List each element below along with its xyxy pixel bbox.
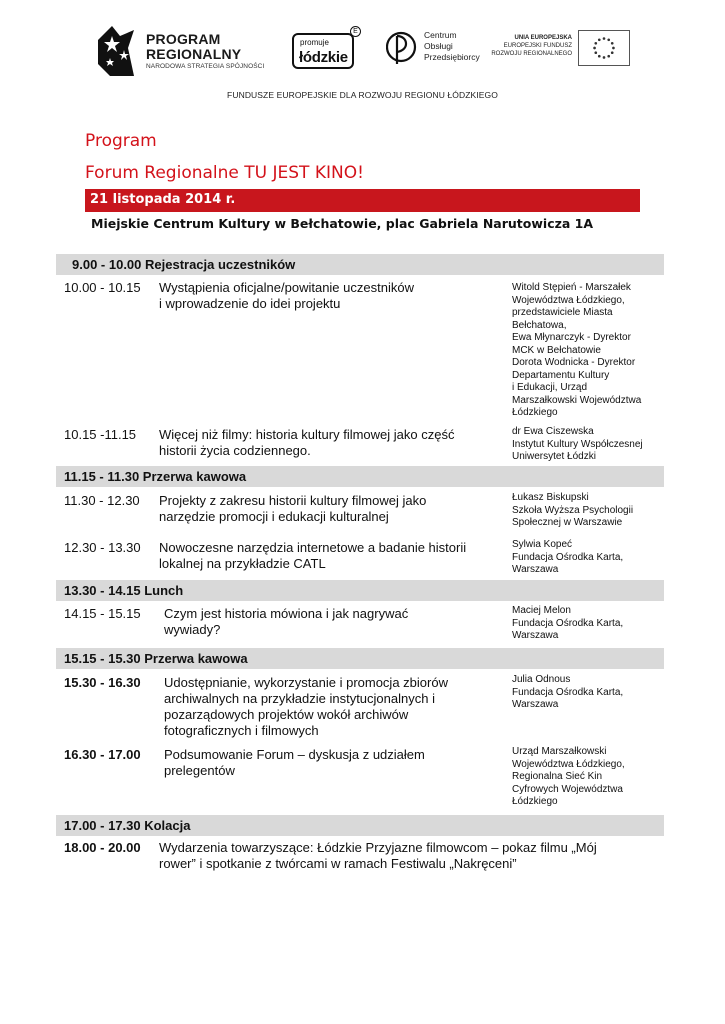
eu-flag-icon: [578, 30, 630, 66]
program-regionalny-line3: NARODOWA STRATEGIA SPÓJNOŚCI: [146, 63, 265, 70]
centrum-obslugi-mark-icon: [386, 28, 418, 68]
promuje-lodzkie-logo: [292, 30, 362, 72]
promuje-lodzkie-frame: [292, 33, 354, 69]
program-regionalny-line1: PROGRAM: [146, 31, 221, 47]
program-title: Program: [85, 131, 157, 151]
session-topic: Podsumowanie Forum – dyskusja z udziałem prelegentów: [164, 747, 425, 778]
funds-line: FUNDUSZE EUROPEJSKIE DLA ROZWOJU REGIONU ŁÓDZKIEGO: [227, 90, 498, 100]
centrum-line1: Centrum: [424, 30, 457, 40]
promuje-lodzkie-line1: promuje: [300, 38, 329, 47]
band-label: 11.15 - 11.30 Przerwa kawowa: [64, 469, 247, 484]
ue-line1: UNIA EUROPEJSKA: [514, 35, 572, 41]
event-date: 21 listopada 2014 r.: [90, 192, 236, 207]
unia-europejska-logo: [491, 30, 630, 68]
session-time: 14.15 - 15.15: [64, 606, 141, 621]
session-topic: Wydarzenia towarzyszące: Łódzkie Przyjazne filmowcom – pokaz filmu „Mój rower” i spotkanie z twórcami w ramach Festiwalu „Nakręceni”: [159, 840, 597, 871]
band-label: 17.00 - 17.30 Kolacja: [64, 818, 191, 833]
session-speaker: Maciej Melon Fundacja Ośrodka Karta, Warszawa: [512, 605, 624, 641]
band-label: 13.30 - 14.15 Lunch: [64, 583, 184, 598]
date-bar: [85, 189, 640, 212]
session-topic: Wystąpienia oficjalne/powitanie uczestników i wprowadzenie do idei projektu: [159, 280, 414, 311]
program-regionalny-line2: REGIONALNY: [146, 46, 242, 62]
session-speaker: Witold Stępień - Marszałek Województwa Łódzkiego, przedstawiciele Miasta Bełchatowa, Ewa Młynarczyk - Dyrektor MCK w Bełchatowie Dorota Wodnicka - Dyrektor Departamentu Kultury i Edukacji, Urząd Marszałkowski Województwa Łódzkiego: [512, 282, 642, 418]
session-time: 16.30 - 17.00: [64, 747, 141, 762]
session-speaker: dr Ewa Ciszewska Instytut Kultury Współczesnej Uniwersytet Łódzki: [512, 426, 643, 462]
promuje-lodzkie-line2: łódzkie: [299, 49, 348, 66]
centrum-line3: Przedsiębiorcy: [424, 52, 480, 62]
session-time: 15.30 - 16.30: [64, 675, 141, 690]
session-speaker: Sylwia Kopeć Fundacja Ośrodka Karta, Warszawa: [512, 539, 624, 575]
session-speaker: Julia Odnous Fundacja Ośrodka Karta, Warszawa: [512, 674, 624, 710]
program-regionalny-mark-icon: [98, 26, 134, 76]
session-speaker: Urząd Marszałkowski Województwa Łódzkiego, Regionalna Sieć Kin Cyfrowych Województwa Łódzkiego: [512, 746, 625, 807]
agenda-band-coffee-break: [56, 466, 664, 487]
agenda-band-dinner: [56, 815, 664, 836]
agenda-band-coffee-break: [56, 648, 664, 669]
band-label: 15.15 - 15.30 Przerwa kawowa: [64, 651, 248, 666]
forum-title: Forum Regionalne TU JEST KINO!: [85, 163, 364, 183]
session-topic: Czym jest historia mówiona i jak nagrywać wywiady?: [164, 606, 409, 637]
registered-mark: E: [350, 26, 361, 37]
venue: Miejskie Centrum Kultury w Bełchatowie, plac Gabriela Narutowicza 1A: [91, 216, 594, 231]
session-time: 10.15 -11.15: [64, 427, 137, 442]
session-time: 10.00 - 10.15: [64, 280, 141, 295]
session-topic: Więcej niż filmy: historia kultury filmowej jako część historii życia codziennego.: [159, 427, 455, 458]
session-topic: Udostępnianie, wykorzystanie i promocja zbiorów archiwalnych na przykładzie instytucjonalnych i pozarządowych projektów wokół archiwów fotograficznych i filmowych: [164, 675, 448, 738]
session-speaker: Łukasz Biskupski Szkoła Wyższa Psychologii Społecznej w Warszawie: [512, 492, 634, 528]
session-time: 11.30 - 12.30: [64, 493, 140, 508]
centrum-line2: Obsługi: [424, 41, 453, 51]
band-label: 9.00 - 10.00 Rejestracja uczestników: [72, 257, 296, 272]
session-time: 12.30 - 13.30: [64, 540, 141, 555]
agenda-band-registration: [56, 254, 664, 275]
ue-line2: EUROPEJSKI FUNDUSZ: [503, 43, 572, 49]
session-topic: Nowoczesne narzędzia internetowe a badanie historii lokalnej na przykładzie CATL: [159, 540, 467, 571]
program-regionalny-logo: [98, 26, 278, 78]
logo-header: [0, 0, 725, 90]
session-time: 18.00 - 20.00: [64, 840, 141, 855]
ue-line3: ROZWOJU REGIONALNEGO: [491, 51, 572, 57]
session-topic: Projekty z zakresu historii kultury filmowej jako narzędzie promocji i edukacji kulturalnej: [159, 493, 427, 524]
agenda-band-lunch: [56, 580, 664, 601]
centrum-obslugi-logo: [386, 28, 486, 74]
